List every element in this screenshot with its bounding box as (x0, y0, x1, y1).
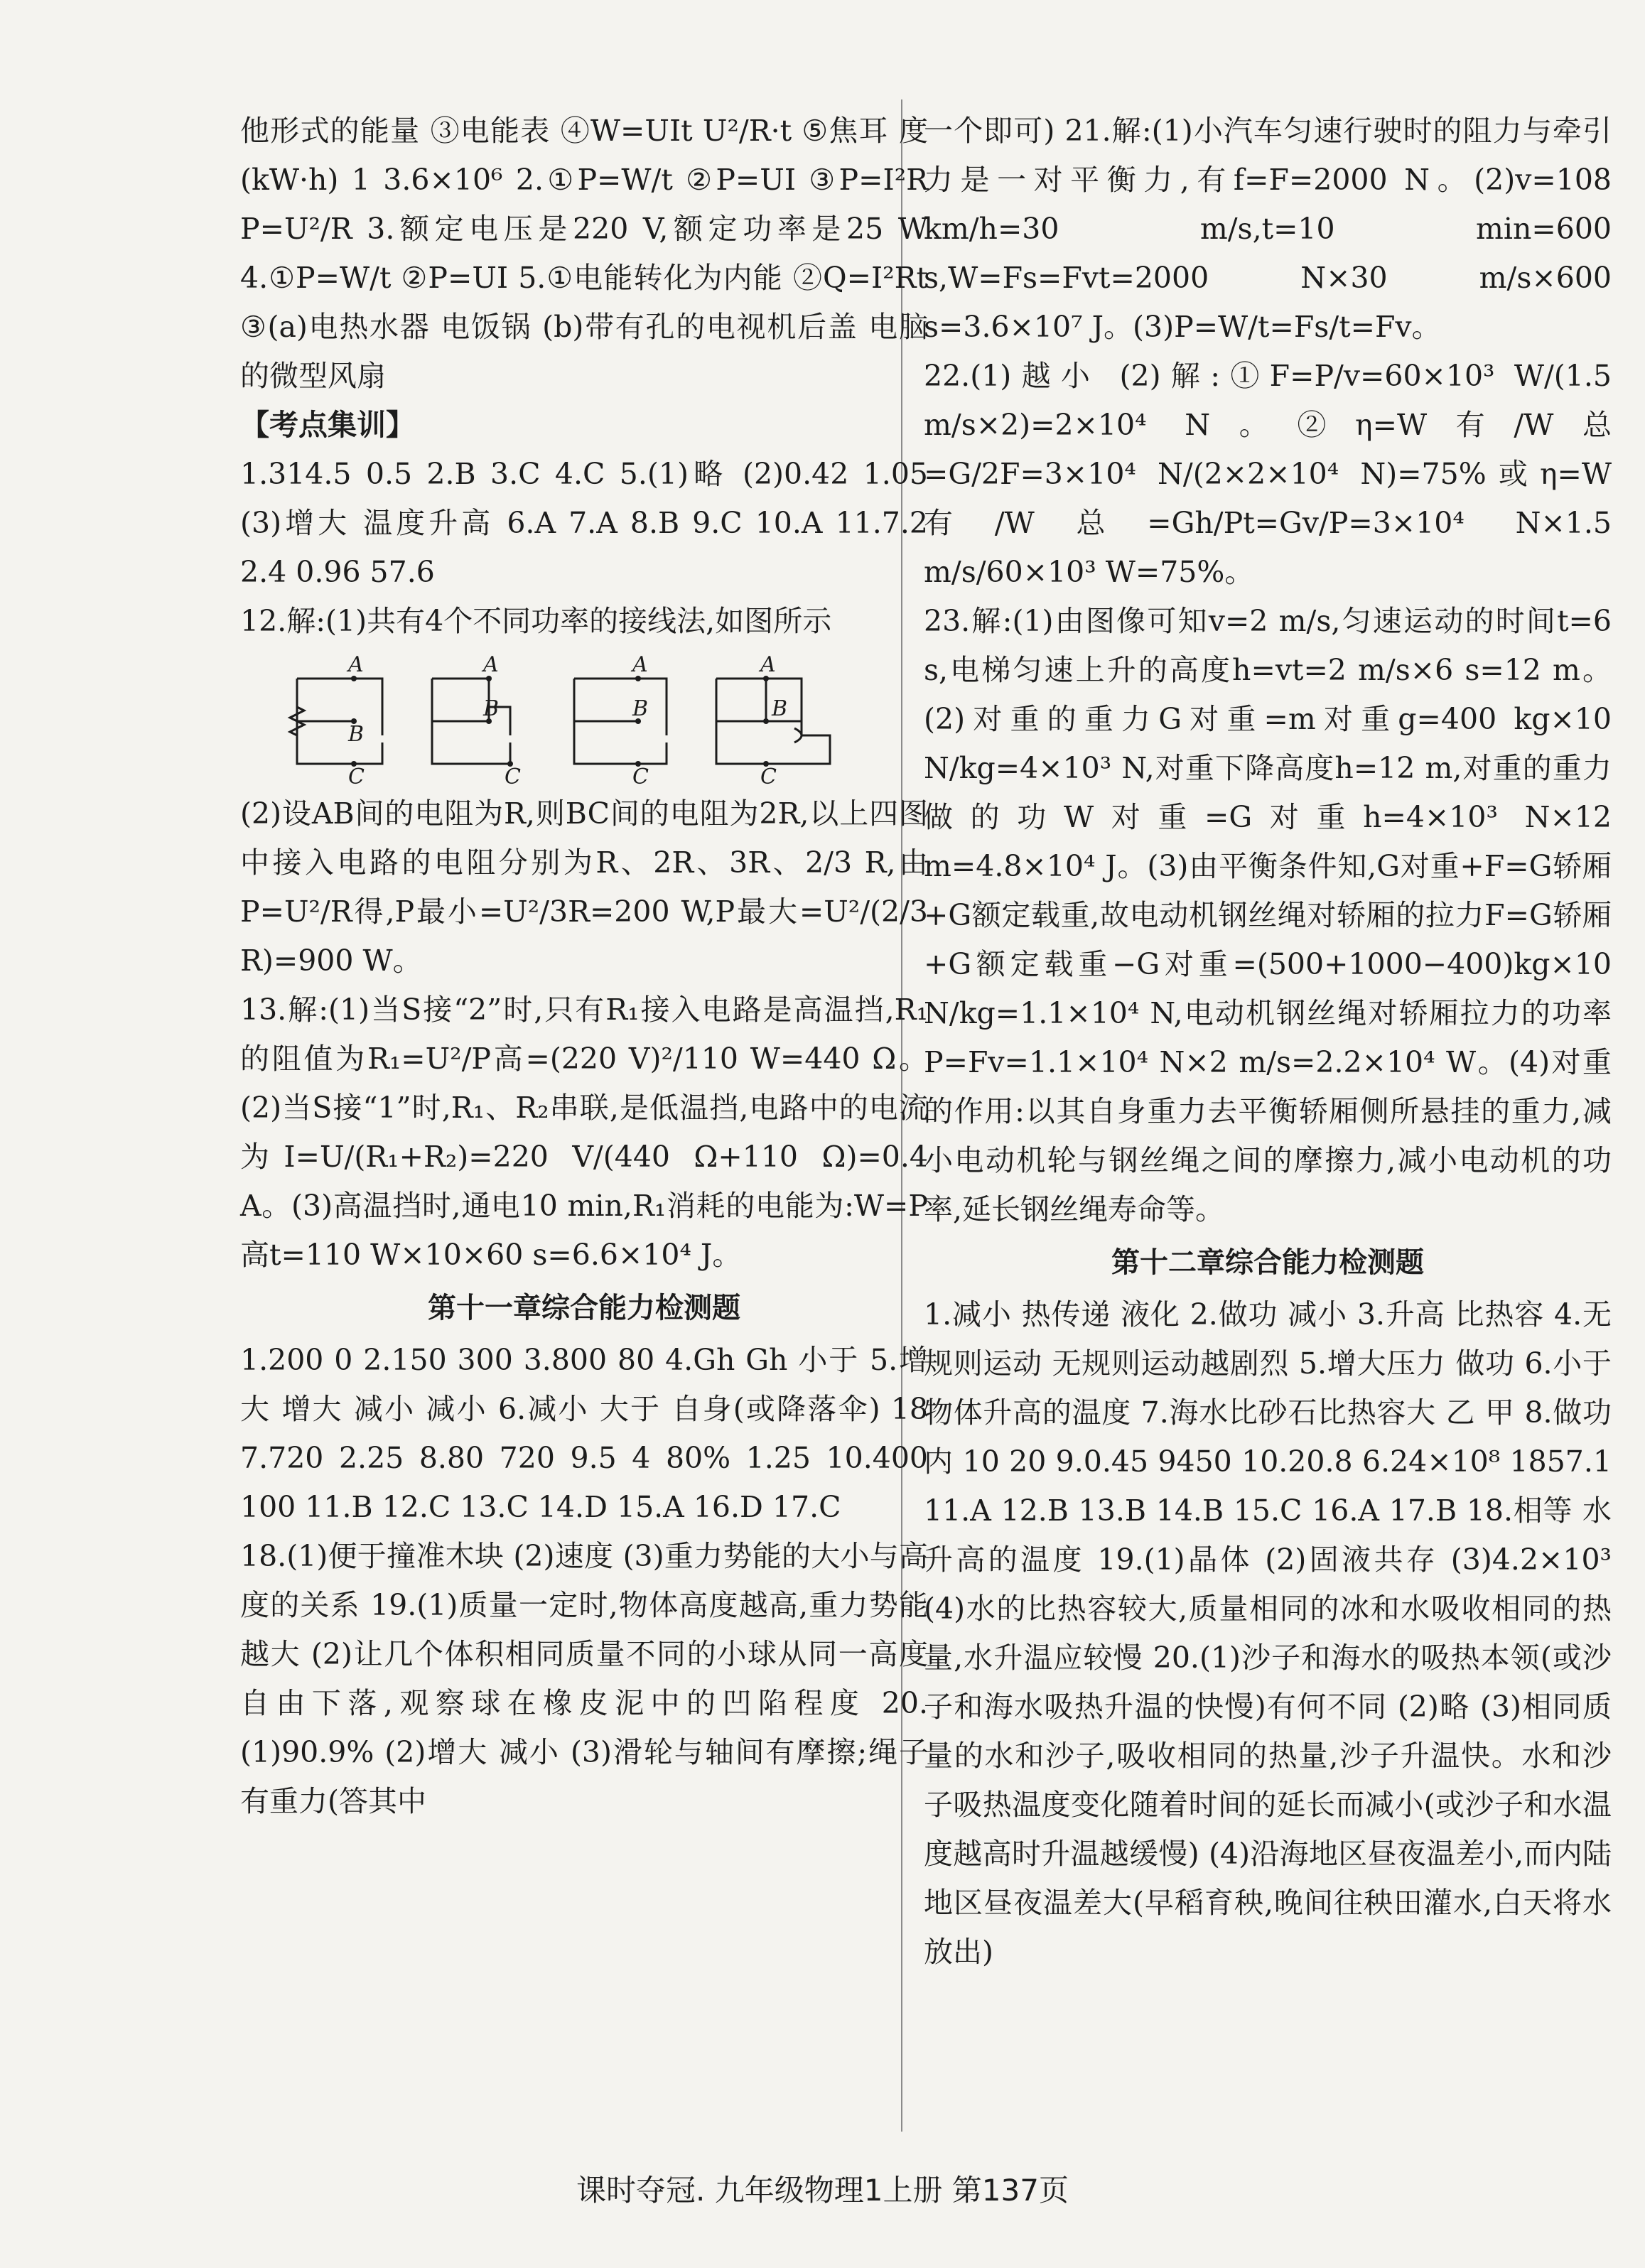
label-b: B (348, 722, 365, 747)
chapter-heading: 第十一章综合能力检测题 (428, 1292, 740, 1324)
label-a: A (760, 652, 776, 677)
chapter-heading: 第十二章综合能力检测题 (1111, 1246, 1424, 1279)
label-a: A (483, 652, 499, 677)
label-b: B (483, 696, 500, 721)
answer-block: 一个即可) 21.解:(1)小汽车匀速行驶时的阻力与牵引力是一对平衡力,有f=F=2000 N。(2)v=108 km/h=30 m/s,t=10 min=600 s,W=Fs=Fvt=2000 N×30 m/s×600 s=3.6×10⁷ J。(3)P=W/t=Fs/t=Fv。 (924, 114, 1612, 344)
answer-block: (2)设AB间的电阻为R,则BC间的电阻为2R,以上四图中接入电路的电阻分别为R、2R、3R、2/3 R,由P=U²/R得,P最小=U²/3R=200 W,P最大=U²/(2/3 R)=900 W。 (240, 796, 928, 978)
label-c: C (348, 765, 365, 785)
answer-block: 22.(1)越小 (2)解:①F=P/v=60×10³ W/(1.5 m/s×2)=2×10⁴ N。②η=W有/W总=G/2F=3×10⁴ N/(2×2×10⁴ N)=75%或η=W有/W总=Gh/Pt=Gv/P=3×10⁴ N×1.5 m/s/60×10³ W=75%。 (924, 359, 1612, 589)
answer-block: 1.314.5 0.5 2.B 3.C 4.C 5.(1)略 (2)0.42 1.05 (3)增大 温度升高 6.A 7.A 8.B 9.C 10.A 11.7.2 2.4 0.96 57.6 (240, 457, 928, 589)
answer-block: 1.200 0 2.150 300 3.800 80 4.Gh Gh 小于 5.增大 增大 减小 减小 6.减小 大于 自身(或降落伞) 18 7.720 2.25 8.80 720 9.5 4 80% 1.25 10.400 100 11.B 12.C 13.C 14.D 15.A 16.D 17.C (240, 1343, 928, 1524)
page-footer: 课时夺冠. 九年级物理1上册 第137页 (576, 2173, 1069, 2208)
label-a: A (348, 652, 364, 677)
answer-block: 13.解:(1)当S接“2”时,只有R₁接入电路是高温挡,R₁的阻值为R₁=U²/P高=(220 V)²/110 W=440 Ω。(2)当S接“1”时,R₁、R₂串联,是低温挡,电路中的电流为I=U/(R₁+R₂)=220 V/(440 Ω+110 Ω)=0.4 A。(3)高温挡时,通电10 min,R₁消耗的电能为:W=P高t=110 W×10×60 s=6.6×10⁴ J。 (240, 993, 928, 1272)
circuit-diagrams (240, 650, 928, 785)
label-a: A (632, 652, 648, 677)
label-c: C (760, 765, 777, 785)
label-c: C (505, 765, 521, 785)
answer-block: 1.减小 热传递 液化 2.做功 减小 3.升高 比热容 4.无规则运动 无规则运动越剧烈 5.增大压力 做功 6.小于 物体升高的温度 7.海水比砂石比热容大 乙 甲 8.做功 内 10 20 9.0.45 9450 10.20.8 6.24×10⁸ 1857.1 11.A 12.B 13.B 14.B 15.C 16.A 17.B 18.相等 水升高的温度 19.(1)晶体 (2)固液共存 (3)4.2×10³ (4)水的比热容较大,质量相同的冰和水吸收相同的热量,水升温应较慢 20.(1)沙子和海水的吸热本领(或沙子和海水吸热升温的快慢)有何不同 (2)略 (3)相同质量的水和沙子,吸收相同的热量,沙子升温快。水和沙子吸热温度变化随着时间的延长而减小(或沙子和水温度越高时升温越缓慢) (4)沿海地区昼夜温差小,而内陆地区昼夜温差大(早稻育秧,晚间往秧田灌水,白天将水放出) (924, 1297, 1612, 1969)
label-b: B (772, 696, 788, 721)
answer-block: 他形式的能量 ③电能表 ④W=UIt U²/R·t ⑤焦耳 度(kW·h) 1 3.6×10⁶ 2.①P=W/t ②P=UI ③P=I²R P=U²/R 3.额定电压是220 V,额定功率是25 W 4.①P=W/t ②P=UI 5.①电能转化为内能 ②Q=I²Rt ③(a)电热水器 电饭锅 (b)带有孔的电视机后盖 电脑的微型风扇 (240, 114, 928, 393)
left-column (240, 107, 928, 1826)
answer-block: 23.解:(1)由图像可知v=2 m/s,匀速运动的时间t=6 s,电梯匀速上升的高度h=vt=2 m/s×6 s=12 m。(2)对重的重力G对重=m对重g=400 kg×10 N/kg=4×10³ N,对重下降高度h=12 m,对重的重力做的功W对重=G对重h=4×10³ N×12 m=4.8×10⁴ J。(3)由平衡条件知,G对重+F=G轿厢+G额定载重,故电动机钢丝绳对轿厢的拉力F=G轿厢+G额定载重−G对重=(500+1000−400)kg×10 N/kg=1.1×10⁴ N,电动机钢丝绳对轿厢拉力的功率P=Fv=1.1×10⁴ N×2 m/s=2.2×10⁴ W。(4)对重的作用:以其自身重力去平衡轿厢侧所悬挂的重力,减小电动机轮与钢丝绳之间的摩擦力,减小电动机的功率,延长钢丝绳寿命等。 (924, 604, 1612, 1226)
circuit-figure (269, 650, 894, 785)
answer-block: 12.解:(1)共有4个不同功率的接线法,如图所示 (240, 604, 832, 638)
section-heading: 【考点集训】 (240, 408, 415, 442)
label-b: B (632, 696, 649, 721)
right-column (924, 107, 1612, 1977)
answer-block: 18.(1)便于撞准木块 (2)速度 (3)重力势能的大小与高度的关系 19.(1)质量一定时,物体高度越高,重力势能越大 (2)让几个体积相同质量不同的小球从同一高度自由下落,观察球在橡皮泥中的凹陷程度 20.(1)90.9% (2)增大 减小 (3)滑轮与轴间有摩擦;绳子有重力(答其中 (240, 1539, 928, 1818)
label-c: C (632, 765, 649, 785)
